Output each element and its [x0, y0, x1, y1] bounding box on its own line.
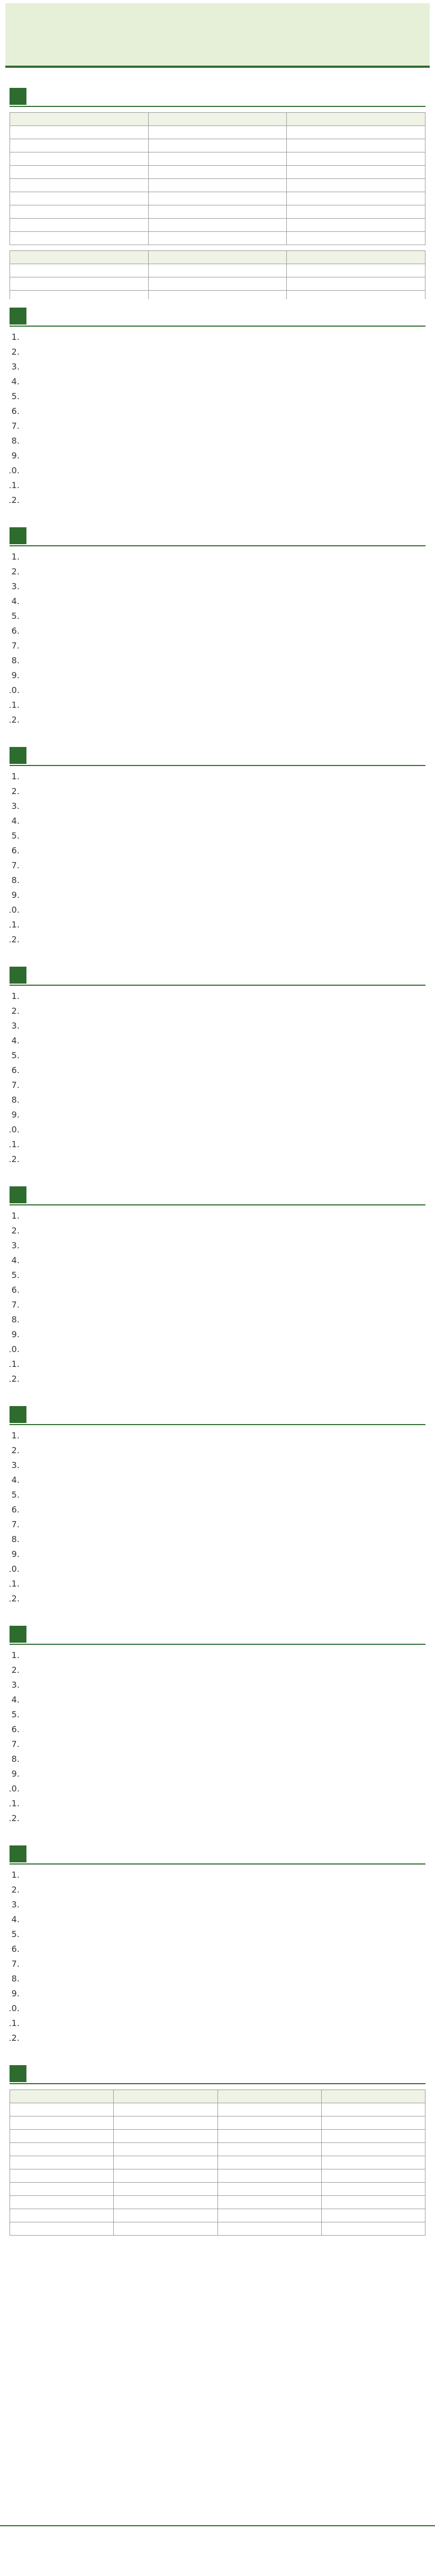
section-bar [10, 1625, 425, 1645]
info-table [10, 112, 425, 245]
section-title [32, 88, 425, 105]
item-list [10, 1211, 425, 1386]
list-item [22, 611, 425, 624]
header-cell [321, 2090, 425, 2103]
list-item [22, 1050, 425, 1063]
section-title [32, 308, 425, 325]
table-cell [287, 205, 425, 219]
table-cell [287, 232, 425, 245]
table-cell [10, 232, 149, 245]
list-item [22, 1665, 425, 1678]
list-item [22, 1680, 425, 1692]
list-item [22, 1445, 425, 1458]
item-list [10, 552, 425, 727]
table-cell [217, 2103, 321, 2116]
table-row [10, 2130, 425, 2143]
header-banner [5, 3, 430, 68]
table-cell [148, 192, 287, 205]
list-item [22, 685, 425, 698]
header-cell [287, 251, 425, 264]
list-item [22, 1460, 425, 1473]
list-item [22, 2033, 425, 2046]
section-bar [10, 2064, 425, 2084]
section-bar [10, 966, 425, 986]
table-row [10, 2103, 425, 2116]
list-item [22, 771, 425, 784]
list-item [22, 1754, 425, 1767]
header-cell [217, 2090, 321, 2103]
table-cell [321, 2156, 425, 2169]
list-item [22, 905, 425, 917]
list-item [22, 1929, 425, 1942]
list-item [22, 786, 425, 799]
list-item [22, 1255, 425, 1268]
table-cell [114, 2130, 217, 2143]
list-item [22, 1300, 425, 1312]
table-row [10, 277, 425, 291]
header-cell [148, 251, 287, 264]
list-item [22, 1095, 425, 1107]
item-list [10, 1430, 425, 1606]
section-3 [10, 519, 425, 738]
section-bar [10, 307, 425, 327]
table-cell [10, 2209, 114, 2222]
table-cell [217, 2209, 321, 2222]
table-cell [10, 126, 149, 139]
list-item [22, 1110, 425, 1122]
table-row [10, 152, 425, 166]
header-cell [148, 113, 287, 126]
table-row [10, 166, 425, 179]
table-row [10, 179, 425, 192]
section-title [32, 1626, 425, 1643]
list-item [22, 1988, 425, 2001]
list-item [22, 1035, 425, 1048]
section-number-badge [10, 308, 26, 325]
table-cell [114, 2116, 217, 2130]
table-cell [287, 291, 425, 300]
table-cell [287, 192, 425, 205]
list-item [22, 1784, 425, 1796]
list-item [22, 465, 425, 478]
list-item [22, 1490, 425, 1502]
table-cell [217, 2183, 321, 2196]
section-bar [10, 1844, 425, 1865]
list-item [22, 860, 425, 873]
table-row [10, 2116, 425, 2130]
table-cell [217, 2222, 321, 2236]
table-cell [148, 205, 287, 219]
table-cell [10, 152, 149, 166]
list-item [22, 1344, 425, 1357]
table-cell [321, 2222, 425, 2236]
table-cell [321, 2183, 425, 2196]
table-cell [217, 2143, 321, 2156]
list-item [22, 875, 425, 888]
list-item [22, 1080, 425, 1093]
item-list [10, 1650, 425, 1826]
header-cell [10, 251, 149, 264]
list-item [22, 391, 425, 404]
list-item [22, 495, 425, 508]
list-item [22, 1959, 425, 1971]
list-item [22, 1270, 425, 1283]
section-7 [10, 1398, 425, 1617]
list-item [22, 1914, 425, 1927]
table-cell [287, 264, 425, 277]
list-item [22, 801, 425, 814]
section-number-badge [10, 2065, 26, 2082]
list-item [22, 1724, 425, 1737]
list-item [22, 1769, 425, 1781]
table-cell [321, 2196, 425, 2209]
list-item [22, 641, 425, 653]
table-cell [148, 152, 287, 166]
list-item [22, 816, 425, 828]
list-item [22, 1739, 425, 1752]
list-item [22, 1359, 425, 1372]
table-row [10, 2196, 425, 2209]
document-body [10, 79, 425, 2483]
table-cell [148, 166, 287, 179]
table-cell [114, 2209, 217, 2222]
table-cell [10, 2222, 114, 2236]
list-item [22, 626, 425, 638]
list-item [22, 376, 425, 389]
table-row [10, 192, 425, 205]
table-row [10, 219, 425, 232]
issue-date [0, 2493, 435, 2509]
section-title [32, 1845, 425, 1862]
list-item [22, 1006, 425, 1019]
list-item [22, 1021, 425, 1033]
table-cell [10, 2130, 114, 2143]
table-cell [10, 2156, 114, 2169]
table-row [10, 2222, 425, 2236]
table-row [10, 139, 425, 152]
table-cell [10, 2183, 114, 2196]
list-item [22, 451, 425, 463]
list-item [22, 845, 425, 858]
list-item [22, 1798, 425, 1811]
table-row [10, 2169, 425, 2183]
table-cell [217, 2196, 321, 2209]
table-cell [10, 219, 149, 232]
list-item [22, 655, 425, 668]
header-cell [287, 113, 425, 126]
section-bar [10, 1405, 425, 1425]
table-cell [10, 192, 149, 205]
section-1 [10, 79, 425, 299]
table-row [10, 2156, 425, 2169]
list-item [22, 581, 425, 594]
table-cell [321, 2103, 425, 2116]
table-cell [287, 139, 425, 152]
list-item [22, 1226, 425, 1238]
table-cell [321, 2143, 425, 2156]
table-cell [148, 264, 287, 277]
list-item [22, 920, 425, 932]
item-list [10, 991, 425, 1167]
table-cell [148, 277, 287, 291]
table-cell [321, 2116, 425, 2130]
table-cell [287, 152, 425, 166]
table-row [10, 126, 425, 139]
table-row [10, 2183, 425, 2196]
list-item [22, 670, 425, 683]
schedule-table [10, 250, 425, 299]
table-cell [287, 126, 425, 139]
section-bar [10, 1185, 425, 1205]
section-title [32, 527, 425, 544]
table-cell [114, 2103, 217, 2116]
list-item [22, 2003, 425, 2016]
section-6 [10, 1178, 425, 1398]
section-number-badge [10, 747, 26, 764]
list-item [22, 1124, 425, 1137]
list-item [22, 1065, 425, 1078]
list-item [22, 1314, 425, 1327]
table-cell [148, 179, 287, 192]
table-cell [114, 2222, 217, 2236]
table-row [10, 264, 425, 277]
section-bar [10, 526, 425, 546]
list-item [22, 1329, 425, 1342]
list-item [22, 1885, 425, 1897]
table-row [10, 2143, 425, 2156]
section-bar [10, 87, 425, 107]
table-cell [10, 291, 149, 300]
list-item [22, 1944, 425, 1957]
table-row [10, 291, 425, 300]
list-item [22, 2018, 425, 2031]
issuer-name [0, 2525, 435, 2556]
list-item [22, 1650, 425, 1663]
section-title [32, 967, 425, 984]
section-number-badge [10, 1845, 26, 1862]
table-cell [321, 2130, 425, 2143]
table-header-row [10, 2090, 425, 2103]
list-item [22, 1593, 425, 1606]
table-cell [217, 2130, 321, 2143]
table-cell [10, 179, 149, 192]
list-item [22, 566, 425, 579]
list-item [22, 1430, 425, 1443]
list-item [22, 347, 425, 359]
item-list [10, 332, 425, 508]
table-cell [10, 2196, 114, 2209]
table-cell [321, 2209, 425, 2222]
list-item [22, 831, 425, 843]
table-cell [287, 219, 425, 232]
table-cell [10, 2116, 114, 2130]
table-cell [321, 2169, 425, 2183]
list-item [22, 890, 425, 903]
table-row [10, 205, 425, 219]
table-cell [148, 291, 287, 300]
section-title [32, 747, 425, 764]
list-item [22, 406, 425, 419]
item-list [10, 1870, 425, 2046]
table-cell [10, 2103, 114, 2116]
section-5 [10, 958, 425, 1178]
header-cell [10, 113, 149, 126]
list-item [22, 480, 425, 493]
list-item [22, 1154, 425, 1167]
section-title [32, 1406, 425, 1423]
table-row [10, 232, 425, 245]
list-item [22, 552, 425, 564]
list-item [22, 596, 425, 609]
list-item [22, 332, 425, 345]
list-item [22, 421, 425, 434]
table-cell [114, 2169, 217, 2183]
table-cell [114, 2183, 217, 2196]
list-item [22, 1211, 425, 1223]
section-number-badge [10, 88, 26, 105]
table-cell [287, 166, 425, 179]
table-cell [10, 166, 149, 179]
section-title [32, 2065, 425, 2082]
list-item [22, 991, 425, 1004]
list-item [22, 1285, 425, 1298]
table-cell [10, 2143, 114, 2156]
list-item [22, 1534, 425, 1547]
table-cell [10, 205, 149, 219]
section-number-badge [10, 1406, 26, 1423]
list-item [22, 1519, 425, 1532]
table-cell [10, 277, 149, 291]
list-item [22, 1505, 425, 1517]
list-item [22, 1870, 425, 1883]
list-item [22, 1549, 425, 1562]
table-cell [217, 2169, 321, 2183]
list-item [22, 715, 425, 727]
section-bar [10, 746, 425, 766]
list-item [22, 1475, 425, 1488]
section-8 [10, 1617, 425, 1837]
list-item [22, 1579, 425, 1591]
section-9 [10, 1837, 425, 2057]
table-cell [148, 219, 287, 232]
table-cell [10, 139, 149, 152]
table-cell [114, 2196, 217, 2209]
list-item [22, 436, 425, 448]
section-10 [10, 2057, 425, 2276]
section-number-badge [10, 527, 26, 544]
table-cell [114, 2143, 217, 2156]
table-cell [10, 264, 149, 277]
table-cell [287, 179, 425, 192]
section-2 [10, 299, 425, 519]
list-item [22, 1139, 425, 1152]
list-item [22, 1374, 425, 1386]
list-item [22, 700, 425, 713]
list-item [22, 1974, 425, 1986]
table-cell [217, 2156, 321, 2169]
table-cell [148, 139, 287, 152]
list-item [22, 1709, 425, 1722]
header-cell [114, 2090, 217, 2103]
header-cell [10, 2090, 114, 2103]
table-cell [10, 2169, 114, 2183]
section-4 [10, 738, 425, 958]
list-item [22, 1564, 425, 1577]
list-item [22, 934, 425, 947]
table-cell [287, 277, 425, 291]
item-list [10, 771, 425, 947]
table-header-row [10, 251, 425, 264]
section-number-badge [10, 1186, 26, 1203]
list-item [22, 1240, 425, 1253]
list-item [22, 1899, 425, 1912]
section-title [32, 1186, 425, 1203]
section-number-badge [10, 1626, 26, 1643]
list-item [22, 362, 425, 374]
section-number-badge [10, 967, 26, 984]
table-cell [217, 2116, 321, 2130]
table-cell [114, 2156, 217, 2169]
table-cell [148, 232, 287, 245]
list-item [22, 1695, 425, 1707]
list-item [22, 1813, 425, 1826]
table-cell [148, 126, 287, 139]
table-row [10, 2209, 425, 2222]
criteria-table [10, 2089, 425, 2236]
table-header-row [10, 113, 425, 126]
